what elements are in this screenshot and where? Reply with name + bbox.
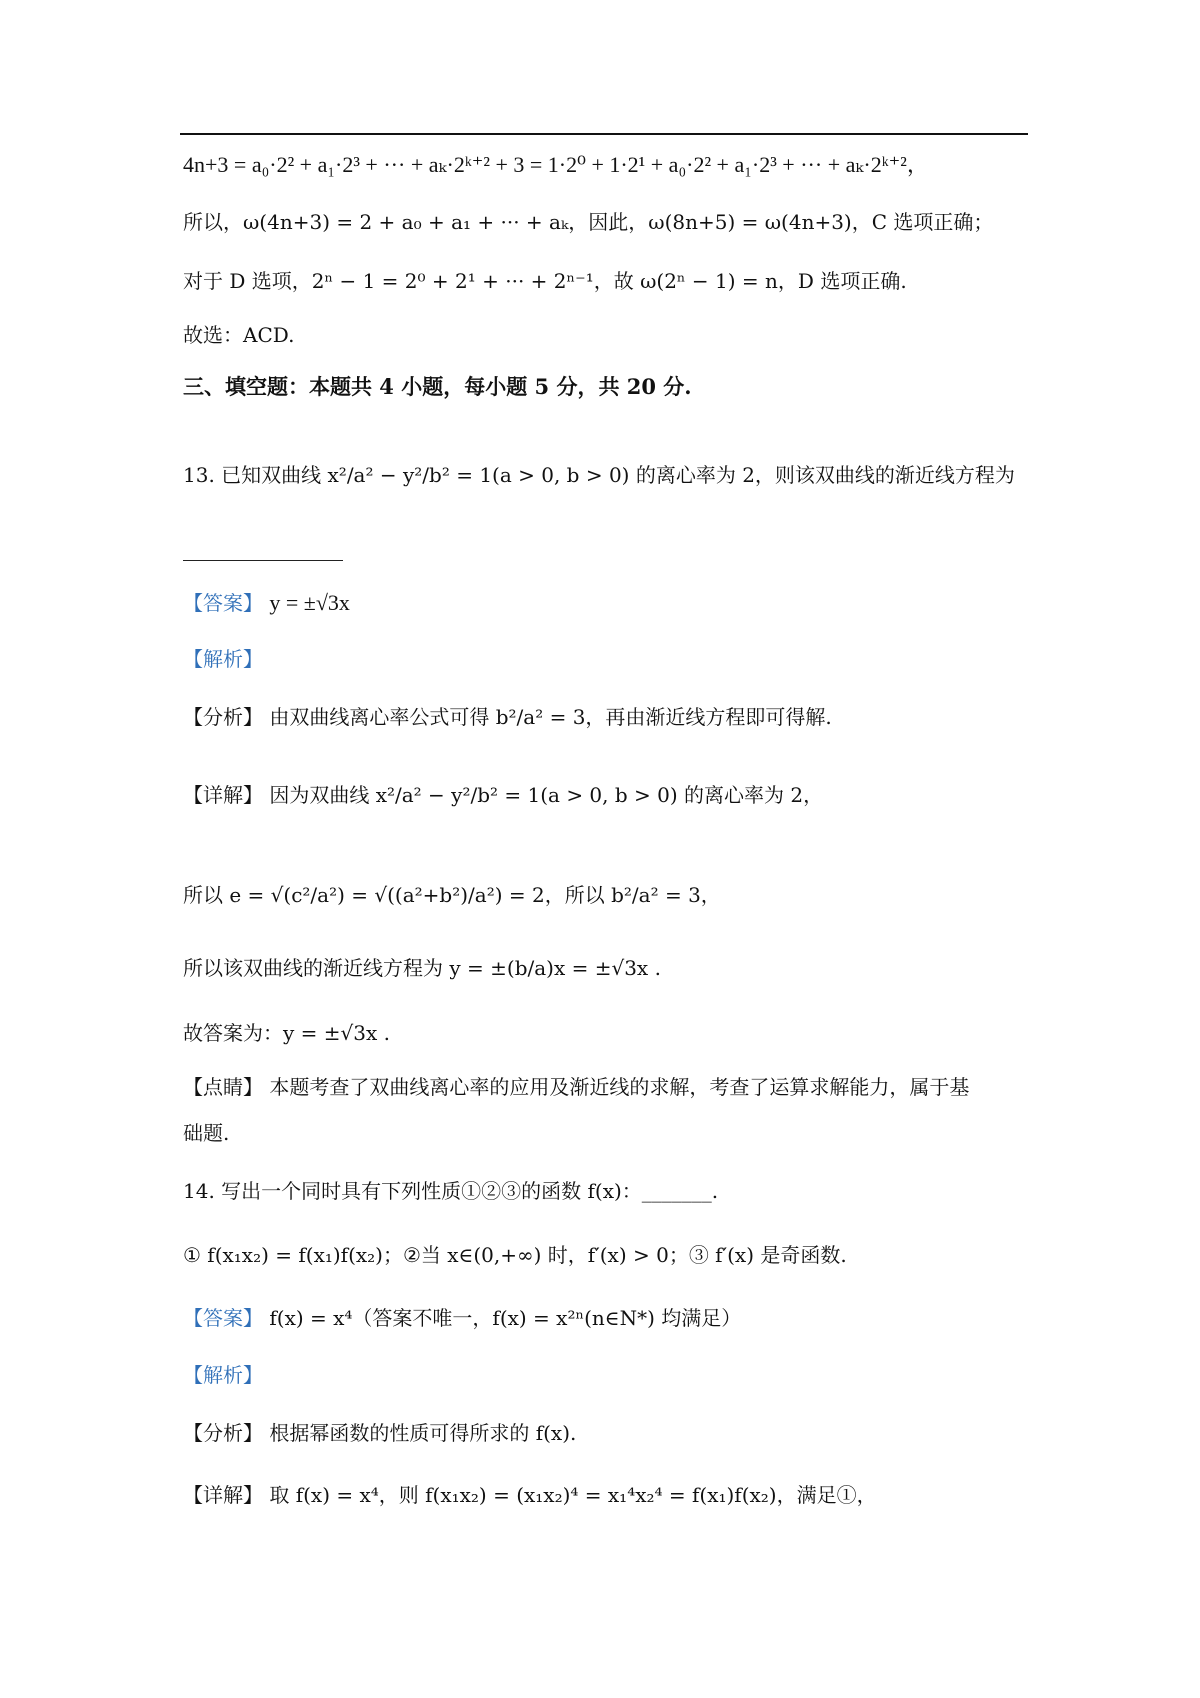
- answer-line: [183, 1303, 741, 1333]
- text-line: 所以，ω(4n+3) = 2 + a₀ + a₁ + ··· + aₖ，因此，ω(8n+5) = ω(4n+3)，C 选项正确；: [183, 210, 994, 234]
- text-line: 对于 D 选项，2ⁿ − 1 = 2⁰ + 2¹ + ··· + 2ⁿ⁻¹，故 ω(2ⁿ − 1) = n，D 选项正确.: [183, 269, 907, 293]
- answer-blank: [183, 560, 343, 561]
- text-line: 所以该双曲线的渐近线方程为 y = ±(b/a)x = ±√3x .: [183, 956, 661, 980]
- analysis-text: 根据幂函数的性质可得所求的 f(x).: [269, 1421, 577, 1445]
- answer-tag: 【答案】: [183, 1306, 263, 1330]
- comment-text: 本题考查了双曲线离心率的应用及渐近线的求解，考查了运算求解能力，属于基: [269, 1075, 970, 1099]
- answer-text: y = ±√3x: [269, 590, 350, 615]
- analysis-line: [183, 702, 832, 732]
- answer-tag: 【答案】: [183, 591, 263, 615]
- question-13: 13. 已知双曲线 x²/a² − y²/b² = 1(a > 0, b > 0) 的离心率为 2，则该双曲线的渐近线方程为: [183, 463, 1015, 487]
- analysis-text: 由双曲线离心率公式可得 b²/a² = 3，再由渐近线方程即可得解.: [269, 705, 832, 729]
- analysis-tag: 【解析】: [183, 1363, 263, 1387]
- question-14: 14. 写出一个同时具有下列性质①②③的函数 f(x)：_______.: [183, 1179, 719, 1203]
- detail-line: [183, 780, 823, 810]
- detail-label: 【详解】: [183, 783, 263, 807]
- answer-text: f(x) = x⁴（答案不唯一，f(x) = x²ⁿ(n∈N*) 均满足）: [269, 1306, 742, 1330]
- section-heading: 三、填空题：本题共 4 小题，每小题 5 分，共 20 分.: [183, 374, 692, 399]
- analysis-line: [183, 1418, 576, 1448]
- text-line: ① f(x₁x₂) = f(x₁)f(x₂)；②当 x∈(0,+∞) 时，f′(x) > 0；③ f′(x) 是奇函数.: [183, 1243, 847, 1267]
- analysis-label: 【分析】: [183, 705, 263, 729]
- text-line: 故答案为：y = ±√3x .: [183, 1021, 390, 1045]
- detail-line: [183, 1480, 877, 1510]
- comment-line: [183, 1072, 969, 1102]
- text-line: 础题.: [183, 1121, 230, 1145]
- text-line: 所以 e = √(c²/a²) = √((a²+b²)/a²) = 2，所以 b²/a² = 3，: [183, 883, 721, 907]
- detail-label: 【详解】: [183, 1483, 263, 1507]
- comment-label: 【点睛】: [183, 1075, 263, 1099]
- equation-line: 4n+3 = a₀·2² + a₁·2³ + ··· + aₖ·2ᵏ⁺² + 3 = 1·2⁰ + 1·2¹ + a₀·2² + a₁·2³ + ··· + aₖ·2ᵏ⁺²，: [183, 152, 929, 177]
- detail-text: 因为双曲线 x²/a² − y²/b² = 1(a > 0, b > 0) 的离心率为 2，: [269, 783, 824, 807]
- answer-line: [183, 588, 350, 618]
- header-rule: [180, 133, 1028, 135]
- text-line: 故选：ACD.: [183, 323, 295, 347]
- analysis-label: 【分析】: [183, 1421, 263, 1445]
- analysis-tag: 【解析】: [183, 647, 263, 671]
- detail-text: 取 f(x) = x⁴，则 f(x₁x₂) = (x₁x₂)⁴ = x₁⁴x₂⁴ = f(x₁)f(x₂)，满足①，: [269, 1483, 877, 1507]
